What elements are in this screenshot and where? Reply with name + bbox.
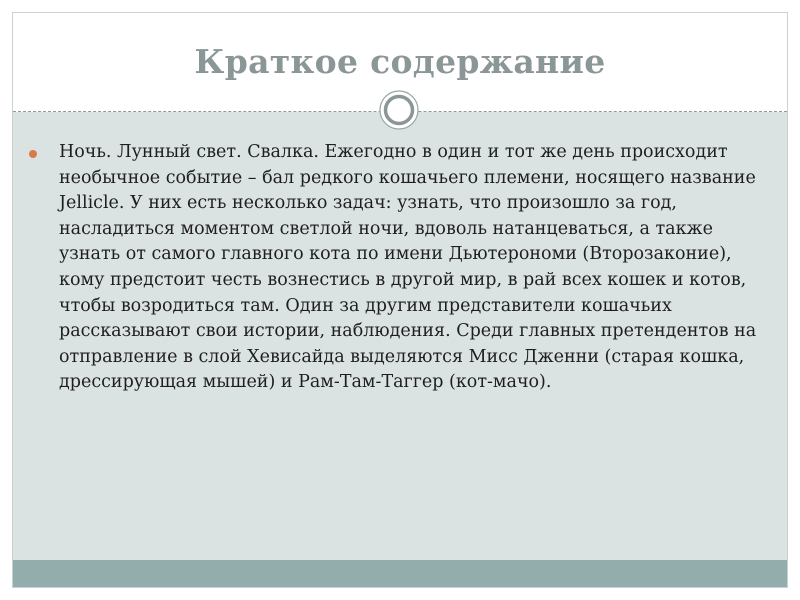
bullet-text: Ночь. Лунный свет. Свалка. Ежегодно в один и тот же день происходит необычное событие – бал редкого кошачьего племени, носящего название Jellicle. У них есть несколько задач: узнать, что произошло за год, насладиться моментом светлой ночи, вдоволь натанцеваться, а также узнать от самого главного кота по имени Дьютерономи (Второзаконие), кому предстоит честь вознестись в другой мир, в рай всех кошек и котов, чтобы возродиться там. Один за другим представители кошачьих рассказывают свои истории, наблюдения. Среди главных претендентов на отправление в слой Хевисайда выделяются Мисс Дженни (старая кошка, дрессирующая мышей) и Рам-Там-Таггер (кот-мачо). bbox=[59, 142, 757, 393]
bullet-dot-icon bbox=[29, 150, 37, 158]
slide-title: Краткое содержание bbox=[194, 42, 606, 81]
footer-band bbox=[13, 560, 787, 587]
ring-ornament-icon bbox=[379, 90, 419, 130]
